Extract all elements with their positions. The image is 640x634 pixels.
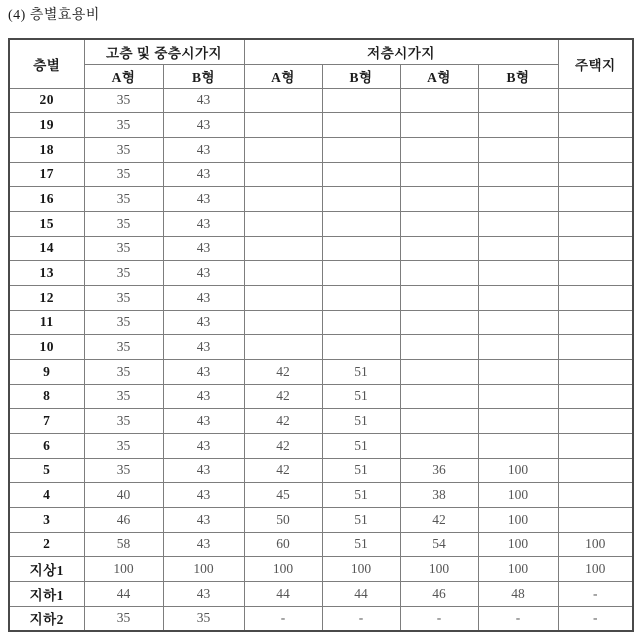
value-cell — [558, 285, 633, 310]
value-cell: 51 — [322, 532, 400, 557]
value-cell: 43 — [163, 236, 244, 261]
floor-label: 17 — [9, 162, 84, 187]
value-cell — [244, 162, 322, 187]
header-type-b1: B형 — [163, 64, 244, 88]
value-cell: 35 — [84, 606, 163, 631]
value-cell: 43 — [163, 507, 244, 532]
value-cell: 35 — [84, 211, 163, 236]
value-cell: 43 — [163, 433, 244, 458]
value-cell — [244, 236, 322, 261]
header-group-high-mid: 고층 및 중층시가지 — [84, 39, 244, 64]
floor-label: 20 — [9, 88, 84, 113]
table-row — [9, 384, 633, 409]
value-cell — [478, 113, 558, 138]
header-type-a2: A형 — [244, 64, 322, 88]
value-cell: 35 — [84, 88, 163, 113]
value-cell — [478, 359, 558, 384]
table-row — [9, 359, 633, 384]
value-cell: 43 — [163, 113, 244, 138]
floor-label: 12 — [9, 285, 84, 310]
value-cell: - — [558, 581, 633, 606]
value-cell — [322, 335, 400, 360]
table-row — [9, 483, 633, 508]
value-cell — [322, 187, 400, 212]
header-type-b2: B형 — [322, 64, 400, 88]
value-cell — [478, 162, 558, 187]
value-cell — [558, 433, 633, 458]
value-cell — [478, 88, 558, 113]
table-row — [9, 162, 633, 187]
value-cell — [478, 285, 558, 310]
value-cell: 51 — [322, 483, 400, 508]
value-cell: 35 — [84, 137, 163, 162]
value-cell — [400, 236, 478, 261]
value-cell: 46 — [84, 507, 163, 532]
table-row — [9, 113, 633, 138]
value-cell — [478, 211, 558, 236]
header-sub-row — [9, 64, 633, 88]
table-row — [9, 532, 633, 557]
value-cell — [322, 310, 400, 335]
value-cell: 51 — [322, 359, 400, 384]
value-cell — [478, 433, 558, 458]
table-row — [9, 433, 633, 458]
floor-label: 18 — [9, 137, 84, 162]
value-cell: 36 — [400, 458, 478, 483]
value-cell: 43 — [163, 359, 244, 384]
value-cell — [400, 384, 478, 409]
value-cell — [558, 88, 633, 113]
value-cell: 43 — [163, 211, 244, 236]
header-floor: 층별 — [9, 39, 84, 88]
value-cell: 43 — [163, 285, 244, 310]
value-cell: 38 — [400, 483, 478, 508]
value-cell — [322, 113, 400, 138]
value-cell — [558, 458, 633, 483]
value-cell: 35 — [84, 359, 163, 384]
value-cell — [322, 285, 400, 310]
value-cell: - — [400, 606, 478, 631]
header-housing: 주택지 — [558, 39, 633, 88]
value-cell — [400, 335, 478, 360]
value-cell: 51 — [322, 409, 400, 434]
value-cell — [478, 409, 558, 434]
value-cell — [558, 236, 633, 261]
value-cell: 100 — [400, 557, 478, 582]
value-cell — [244, 137, 322, 162]
value-cell — [244, 211, 322, 236]
value-cell — [400, 137, 478, 162]
value-cell: 35 — [84, 458, 163, 483]
value-cell: 44 — [244, 581, 322, 606]
floor-label: 지하1 — [9, 581, 84, 606]
value-cell: 100 — [478, 557, 558, 582]
value-cell: 43 — [163, 409, 244, 434]
floor-label: 9 — [9, 359, 84, 384]
floor-label: 14 — [9, 236, 84, 261]
value-cell — [400, 187, 478, 212]
table-body — [9, 88, 633, 631]
floor-label: 3 — [9, 507, 84, 532]
value-cell: 43 — [163, 581, 244, 606]
floor-label: 10 — [9, 335, 84, 360]
floor-label: 8 — [9, 384, 84, 409]
floor-label: 지상1 — [9, 557, 84, 582]
value-cell: 35 — [84, 261, 163, 286]
value-cell — [558, 113, 633, 138]
value-cell: 43 — [163, 137, 244, 162]
table-row — [9, 211, 633, 236]
header-type-a3: A형 — [400, 64, 478, 88]
value-cell: 58 — [84, 532, 163, 557]
header-type-a1: A형 — [84, 64, 163, 88]
value-cell: 100 — [322, 557, 400, 582]
value-cell — [400, 433, 478, 458]
value-cell — [400, 88, 478, 113]
value-cell — [244, 187, 322, 212]
value-cell: 35 — [84, 384, 163, 409]
value-cell: 100 — [478, 507, 558, 532]
value-cell — [400, 162, 478, 187]
value-cell: 35 — [163, 606, 244, 631]
value-cell — [478, 187, 558, 212]
value-cell — [322, 261, 400, 286]
table-row — [9, 557, 633, 582]
table-row — [9, 88, 633, 113]
value-cell: 100 — [558, 532, 633, 557]
value-cell: - — [244, 606, 322, 631]
floor-label: 4 — [9, 483, 84, 508]
header-group-row — [9, 39, 633, 64]
table-row — [9, 187, 633, 212]
value-cell: 43 — [163, 384, 244, 409]
value-cell: 42 — [244, 359, 322, 384]
value-cell — [478, 261, 558, 286]
header-group-low: 저층시가지 — [244, 39, 558, 64]
value-cell — [244, 310, 322, 335]
value-cell: 51 — [322, 384, 400, 409]
value-cell: 51 — [322, 458, 400, 483]
value-cell: 100 — [478, 458, 558, 483]
value-cell: 43 — [163, 458, 244, 483]
value-cell — [478, 335, 558, 360]
value-cell: 42 — [400, 507, 478, 532]
value-cell: 43 — [163, 310, 244, 335]
value-cell — [478, 137, 558, 162]
value-cell — [558, 137, 633, 162]
value-cell — [400, 359, 478, 384]
value-cell — [244, 285, 322, 310]
value-cell — [244, 113, 322, 138]
value-cell — [558, 211, 633, 236]
value-cell — [558, 261, 633, 286]
value-cell — [400, 211, 478, 236]
value-cell: 42 — [244, 409, 322, 434]
value-cell: 100 — [478, 532, 558, 557]
value-cell: - — [322, 606, 400, 631]
value-cell — [400, 285, 478, 310]
value-cell — [558, 335, 633, 360]
table-row — [9, 285, 633, 310]
value-cell: 100 — [558, 557, 633, 582]
value-cell — [558, 310, 633, 335]
value-cell: 51 — [322, 433, 400, 458]
value-cell — [558, 359, 633, 384]
value-cell — [478, 310, 558, 335]
floor-label: 19 — [9, 113, 84, 138]
floor-label: 5 — [9, 458, 84, 483]
value-cell — [244, 335, 322, 360]
value-cell: 35 — [84, 285, 163, 310]
value-cell: 100 — [478, 483, 558, 508]
table-row — [9, 606, 633, 631]
value-cell — [558, 409, 633, 434]
value-cell: - — [478, 606, 558, 631]
value-cell: 43 — [163, 532, 244, 557]
value-cell: 43 — [163, 88, 244, 113]
value-cell: 35 — [84, 433, 163, 458]
floor-label: 2 — [9, 532, 84, 557]
value-cell — [400, 113, 478, 138]
value-cell: 54 — [400, 532, 478, 557]
value-cell: 100 — [84, 557, 163, 582]
value-cell: 35 — [84, 113, 163, 138]
value-cell — [558, 187, 633, 212]
value-cell: 48 — [478, 581, 558, 606]
value-cell: 60 — [244, 532, 322, 557]
value-cell — [400, 409, 478, 434]
table-row — [9, 310, 633, 335]
value-cell: 35 — [84, 162, 163, 187]
header-type-b3: B형 — [478, 64, 558, 88]
table-row — [9, 335, 633, 360]
value-cell: 43 — [163, 187, 244, 212]
value-cell: 35 — [84, 187, 163, 212]
value-cell: 42 — [244, 384, 322, 409]
value-cell: 51 — [322, 507, 400, 532]
value-cell — [322, 137, 400, 162]
value-cell — [558, 162, 633, 187]
value-cell: 100 — [163, 557, 244, 582]
table-row — [9, 137, 633, 162]
value-cell: - — [558, 606, 633, 631]
value-cell — [244, 261, 322, 286]
table-row — [9, 409, 633, 434]
table-row — [9, 458, 633, 483]
value-cell: 43 — [163, 261, 244, 286]
value-cell — [322, 162, 400, 187]
floor-label: 11 — [9, 310, 84, 335]
value-cell: 44 — [84, 581, 163, 606]
value-cell: 100 — [244, 557, 322, 582]
floor-label: 15 — [9, 211, 84, 236]
value-cell: 43 — [163, 483, 244, 508]
floor-label: 7 — [9, 409, 84, 434]
value-cell — [322, 211, 400, 236]
section-title: (4) 층별효용비 — [8, 8, 100, 23]
value-cell: 50 — [244, 507, 322, 532]
value-cell — [322, 88, 400, 113]
value-cell — [400, 261, 478, 286]
value-cell: 43 — [163, 162, 244, 187]
value-cell — [478, 236, 558, 261]
value-cell — [400, 310, 478, 335]
value-cell: 44 — [322, 581, 400, 606]
value-cell — [558, 507, 633, 532]
value-cell: 35 — [84, 409, 163, 434]
value-cell — [478, 384, 558, 409]
value-cell: 45 — [244, 483, 322, 508]
table-row — [9, 581, 633, 606]
value-cell: 35 — [84, 335, 163, 360]
value-cell — [558, 483, 633, 508]
floor-utility-table — [8, 38, 634, 632]
value-cell: 40 — [84, 483, 163, 508]
table-row — [9, 236, 633, 261]
floor-label: 13 — [9, 261, 84, 286]
value-cell: 42 — [244, 433, 322, 458]
table-header — [9, 39, 633, 88]
value-cell: 46 — [400, 581, 478, 606]
table-row — [9, 261, 633, 286]
value-cell — [244, 88, 322, 113]
floor-label: 지하2 — [9, 606, 84, 631]
value-cell: 35 — [84, 236, 163, 261]
table-row — [9, 507, 633, 532]
value-cell: 43 — [163, 335, 244, 360]
value-cell — [322, 236, 400, 261]
floor-label: 16 — [9, 187, 84, 212]
value-cell — [558, 384, 633, 409]
value-cell: 35 — [84, 310, 163, 335]
value-cell: 42 — [244, 458, 322, 483]
floor-label: 6 — [9, 433, 84, 458]
